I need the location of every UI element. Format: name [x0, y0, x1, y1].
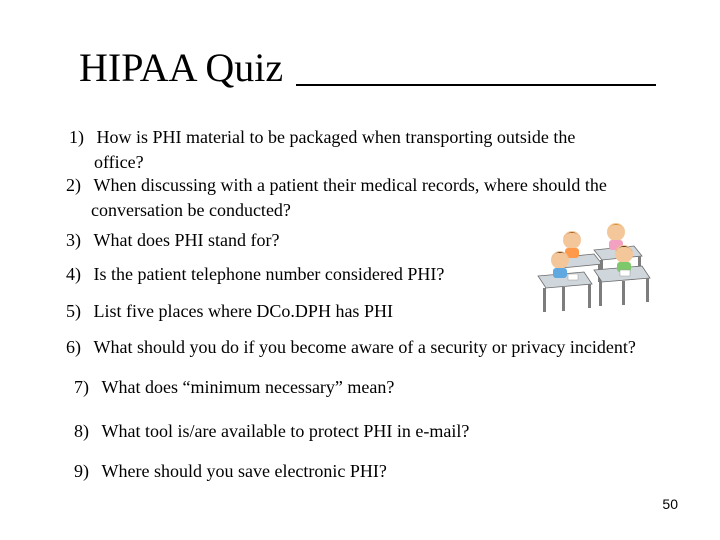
student-front-right [615, 245, 633, 272]
title-underline [296, 84, 656, 86]
question-4 [66, 262, 444, 287]
classroom-students-icon [532, 210, 672, 320]
question-text: When discussing with a patient their medical records, where should the [93, 175, 607, 195]
question-7 [74, 375, 394, 400]
slide-title: HIPAA Quiz [79, 45, 284, 90]
question-text: Where should you save electronic PHI? [101, 461, 387, 481]
question-text: What does “minimum necessary” mean? [101, 377, 395, 397]
question-number: 2) [66, 175, 81, 195]
question-number: 6) [66, 337, 81, 357]
student-front-left [551, 251, 569, 278]
question-1 [69, 125, 575, 175]
desk-front-left [538, 272, 592, 312]
question-text: Is the patient telephone number considered PHI? [93, 264, 445, 284]
question-6 [66, 335, 636, 360]
question-5 [66, 299, 393, 324]
question-text: What tool is/are available to protect PHI in e-mail? [101, 421, 470, 441]
question-number: 8) [74, 421, 89, 441]
question-text: List five places where DCo.DPH has PHI [93, 301, 393, 321]
question-number: 4) [66, 264, 81, 284]
question-9 [74, 459, 387, 484]
question-2 [66, 173, 607, 223]
question-text-continued: office? [94, 152, 144, 172]
question-3 [66, 228, 279, 253]
question-number: 5) [66, 301, 81, 321]
question-number: 1) [69, 127, 84, 147]
question-number: 7) [74, 377, 89, 397]
question-number: 3) [66, 230, 81, 250]
question-text: What does PHI stand for? [93, 230, 280, 250]
question-8 [74, 419, 469, 444]
question-text: What should you do if you become aware of a security or privacy incident? [93, 337, 636, 357]
question-text-continued: conversation be conducted? [91, 200, 291, 220]
question-text: How is PHI material to be packaged when transporting outside the [96, 127, 576, 147]
page-number: 50 [662, 496, 678, 512]
question-number: 9) [74, 461, 89, 481]
